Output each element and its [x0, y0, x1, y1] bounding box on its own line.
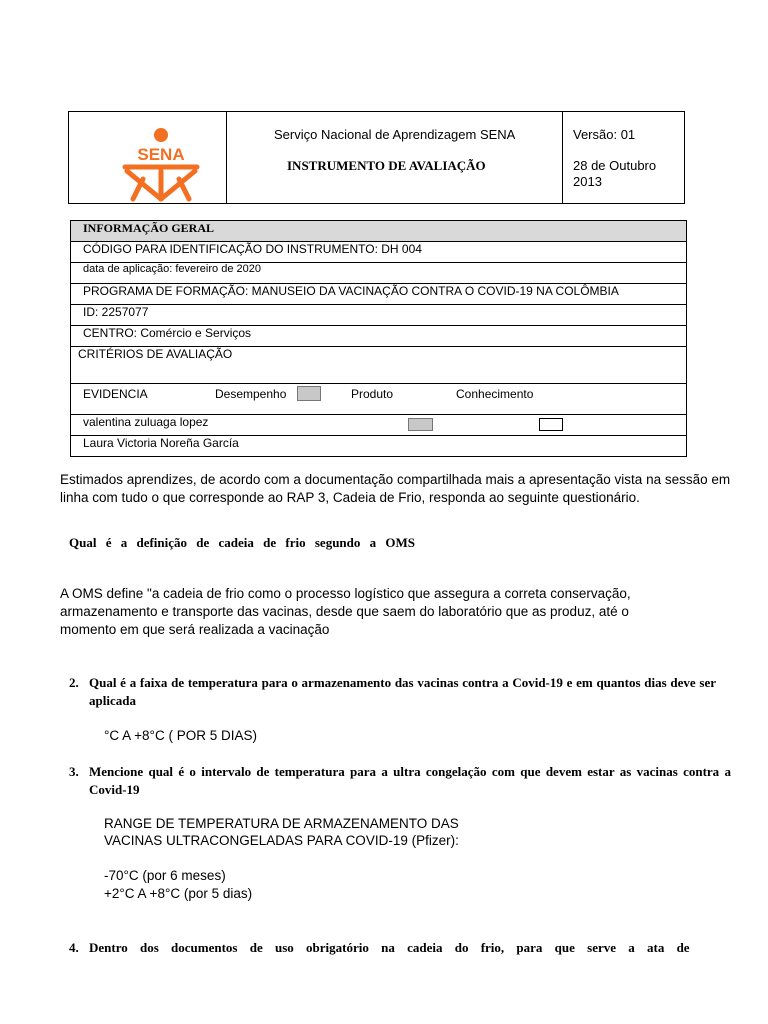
general-info-table: [70, 220, 687, 457]
answer-3-line-1: RANGE DE TEMPERATURA DE ARMAZENAMENTO DAS: [104, 816, 459, 831]
student-name-1: valentina zuluaga lopez: [83, 415, 209, 429]
knowledge-label: Conhecimento: [456, 387, 534, 401]
knowledge-checkbox[interactable]: [539, 418, 563, 431]
question-4: Dentro dos documentos de uso obrigatório na cadeia do frio, para que serve a ata de: [89, 940, 690, 955]
performance-checkbox[interactable]: [297, 386, 321, 401]
answer-3-line-2: VACINAS ULTRACONGELADAS PARA COVID-19 (Pfizer):: [104, 833, 459, 848]
performance-label: Desempenho: [215, 387, 287, 401]
document-header: [68, 111, 685, 204]
version-cell: [563, 112, 685, 203]
date-line-1: 28 de Outubro: [573, 158, 657, 173]
question-1: Qual é a definição de cadeia de frio segundo a OMS: [69, 535, 415, 550]
evidence-row: [71, 384, 687, 415]
question-3: Mencione qual é o intervalo de temperatura para a ultra congelação com que devem estar as vacinas contra a Covid-19: [89, 764, 731, 797]
question-4-number: 4.: [69, 940, 79, 955]
logo-text: SENA: [137, 145, 185, 164]
center: CENTRO: Comércio e Serviços: [71, 326, 687, 347]
answer-1: A OMS define "a cadeia de frio como o processo logístico que assegura a correta conservação, armazenamento e transporte das vacinas, desde que saem do laboratório que as produz, até o momento em que será realizada a vacinação: [60, 586, 631, 637]
question-3-number: 3.: [69, 764, 79, 779]
question-2: Qual é a faixa de temperatura para o armazenamento das vacinas contra a Covid-19 e em quantos dias deve ser aplicada: [89, 675, 716, 708]
student-name-2: Laura Victoria Noreña García: [71, 436, 687, 457]
date-line-2: 2013: [573, 174, 602, 189]
answer-2: °C A +8°C ( POR 5 DIAS): [104, 728, 257, 743]
product-label: Produto: [351, 387, 394, 401]
version-label: Versão: 01: [573, 127, 636, 142]
logo-cell: [69, 112, 227, 203]
criteria: CRITÉRIOS DE AVALIAÇÃO: [71, 347, 687, 384]
question-2-number: 2.: [69, 675, 79, 690]
title-cell: [227, 112, 563, 203]
intro-paragraph: Estimados aprendizes, de acordo com a documentação compartilhada mais a apresentação vista na sessão em linha com tudo o que corresponde ao RAP 3, Cadeia de Frio, responda ao seguinte questionário.: [60, 472, 731, 505]
sena-logo: [121, 127, 201, 202]
product-checkbox[interactable]: [408, 418, 433, 431]
application-date: data de aplicação: fevereiro de 2020: [71, 263, 687, 284]
program-id: ID: 2257077: [71, 305, 687, 326]
answer-3-line-3: -70°C (por 6 meses): [104, 868, 226, 883]
evidence-label: EVIDENCIA: [83, 387, 148, 401]
answer-3-line-4: +2°C A +8°C (por 5 dias): [104, 886, 253, 901]
institution-name: Serviço Nacional de Aprendizagem SENA: [274, 127, 516, 142]
instrument-code: CÓDIGO PARA IDENTIFICAÇÃO DO INSTRUMENTO: DH 004: [71, 242, 687, 263]
student-row-1: [71, 415, 687, 436]
instrument-title: INSTRUMENTO DE AVALIAÇÃO: [287, 158, 486, 173]
info-heading: INFORMAÇÃO GERAL: [71, 221, 687, 242]
training-program: PROGRAMA DE FORMAÇÃO: MANUSEIO DA VACINAÇÃO CONTRA O COVID-19 NA COLÔMBIA: [71, 284, 687, 305]
